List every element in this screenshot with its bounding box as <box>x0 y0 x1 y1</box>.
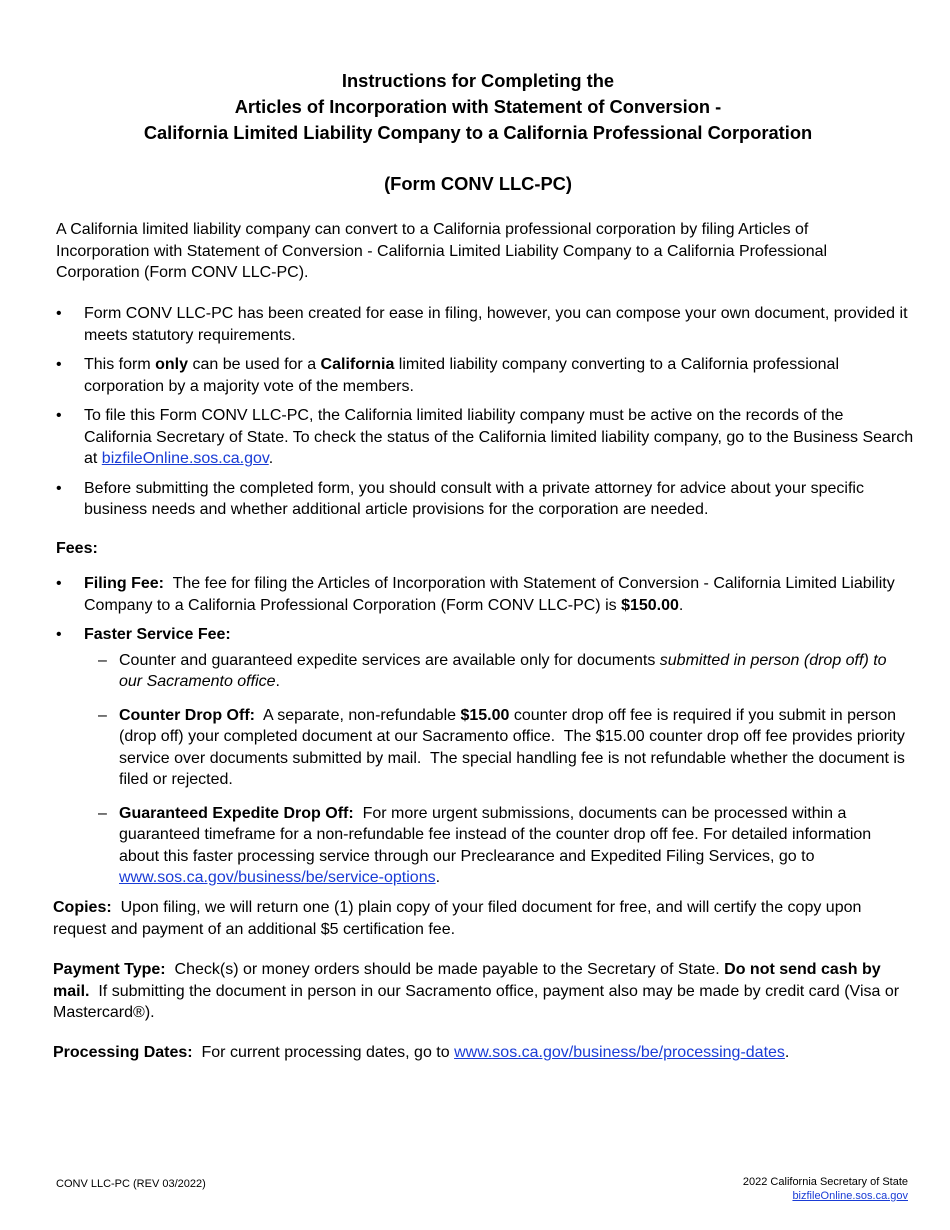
faster-service-list <box>84 650 914 889</box>
processing-text: For current processing dates, go to <box>192 1044 455 1061</box>
footer-credit <box>743 1175 908 1203</box>
dash-marker: – <box>98 651 107 669</box>
filing-fee-end: . <box>678 596 684 614</box>
list-item <box>56 573 914 616</box>
list-item <box>56 478 914 521</box>
bullet-text: Form CONV LLC-PC has been created for ease in filing, however, you can compose your own document, provided it meets statutory requirements. <box>84 305 908 344</box>
counter-fee-amount: $15.00 <box>460 706 510 724</box>
payment-warning: Do not send cash by mail. <box>53 961 881 1000</box>
dash-italic-text: submitted in person (drop off) to our Sacramento office <box>119 651 887 690</box>
bullet-marker: • <box>56 575 62 592</box>
fees-bullet-list <box>56 573 914 901</box>
bullet-text: This form <box>84 356 156 373</box>
bullet-text: can be used for a <box>188 356 321 373</box>
filing-fee-amount: $150.00 <box>621 596 679 614</box>
faster-service-label: Faster Service Fee: <box>84 626 231 643</box>
list-item <box>84 650 914 693</box>
form-revision: CONV LLC-PC (REV 03/2022) <box>56 1178 206 1190</box>
copies-text: Upon filing, we will return one (1) plain copy of your filed document for free, and will certify the copy upon request and payment of an additional $5 certification fee. <box>53 899 866 938</box>
service-options-link[interactable]: www.sos.ca.gov/business/be/service-options <box>119 869 436 886</box>
title-line-3: California Limited Liability Company to a California Professional Corporation <box>143 122 813 143</box>
payment-paragraph <box>53 959 913 1024</box>
dash-text: A separate, non-refundable <box>254 706 461 724</box>
title-line-2: Articles of Incorporation with Statement of Conversion - <box>234 96 722 117</box>
dash-text: . <box>435 869 441 886</box>
dash-text: . <box>275 673 280 690</box>
emphasis-only: only <box>155 356 189 373</box>
payment-label: Payment Type: <box>53 961 166 978</box>
dash-text: For more urgent submissions, documents can be processed within a guaranteed timeframe for a non-refundable fee instead of the counter drop off fee. For detailed information about this faster processing service through our Preclearance and Expedited Filing Services, go to <box>119 804 876 865</box>
bullet-marker: • <box>56 356 62 373</box>
bullet-marker: • <box>56 479 62 497</box>
bullet-text: To file this Form CONV LLC-PC, the California limited liability company must be active on the records of the California Secretary of State. To check the status of the California limited liability company, go to the Business Search at <box>84 407 914 467</box>
processing-label: Processing Dates: <box>53 1044 193 1061</box>
list-item <box>56 354 914 397</box>
emphasis-california: California <box>320 356 395 373</box>
expedite-drop-off-label: Guaranteed Expedite Drop Off: <box>119 804 354 822</box>
processing-text: . <box>784 1044 790 1061</box>
payment-text: Check(s) or money orders should be made payable to the Secretary of State. <box>165 961 725 978</box>
form-identifier: (Form CONV LLC-PC) <box>384 173 572 194</box>
copies-label: Copies: <box>53 899 112 916</box>
bullet-marker: • <box>56 626 62 643</box>
list-item <box>56 624 914 889</box>
dash-text: Counter and guaranteed expedite services are available only for documents <box>119 651 660 669</box>
dash-text: counter drop off fee is required if you submit in person (drop off) your completed document at our Sacramento office. The $15.00 counter drop off fee provides priority service over documents submitted by mail. The special handling fee is not refundable whether the document is filed or rejected. <box>119 706 910 788</box>
processing-dates-link[interactable]: www.sos.ca.gov/business/be/processing-dates <box>454 1044 785 1061</box>
counter-drop-off-label: Counter Drop Off: <box>119 706 255 724</box>
bullet-marker: • <box>56 407 62 424</box>
intro-paragraph: A California limited liability company can convert to a California professional corporation by filing Articles of Incorporation with Statement of Conversion - California Limited Liability Company to a California Professional Corporation (Form CONV LLC-PC). <box>56 221 828 281</box>
dash-marker: – <box>98 804 107 822</box>
list-item <box>84 803 914 889</box>
bullet-text: limited liability company converting to a California professional corporation by a majority vote of the members. <box>84 356 839 395</box>
bullet-text: . <box>268 450 274 467</box>
document-title <box>40 68 916 146</box>
bullet-marker: • <box>56 305 62 322</box>
fees-heading: Fees: <box>56 540 98 557</box>
title-line-1: Instructions for Completing the <box>341 70 615 91</box>
dash-marker: – <box>98 706 107 724</box>
list-item <box>56 405 914 470</box>
list-item <box>56 303 914 346</box>
bizfile-link[interactable]: bizfileOnline.sos.ca.gov <box>101 450 269 467</box>
processing-paragraph <box>53 1042 913 1064</box>
bullet-text: Before submitting the completed form, you should consult with a private attorney for advice about your specific business needs and whether additional article provisions for the corporation are needed. <box>84 479 864 518</box>
footer-bizfile-link[interactable]: bizfileOnline.sos.ca.gov <box>792 1190 908 1202</box>
filing-fee-label: Filing Fee: <box>84 575 164 592</box>
list-item <box>84 705 914 791</box>
payment-text: If submitting the document in person in our Sacramento office, payment also may be made by credit card (Visa or Mastercard®). <box>53 982 904 1021</box>
copyright-text: 2022 California Secretary of State <box>742 1176 908 1188</box>
copies-paragraph <box>53 897 913 940</box>
filing-fee-text: The fee for filing the Articles of Incorporation with Statement of Conversion - California Limited Liability Company to a California Professional Corporation (Form CONV LLC-PC) is <box>84 575 900 614</box>
general-bullet-list <box>56 303 914 521</box>
